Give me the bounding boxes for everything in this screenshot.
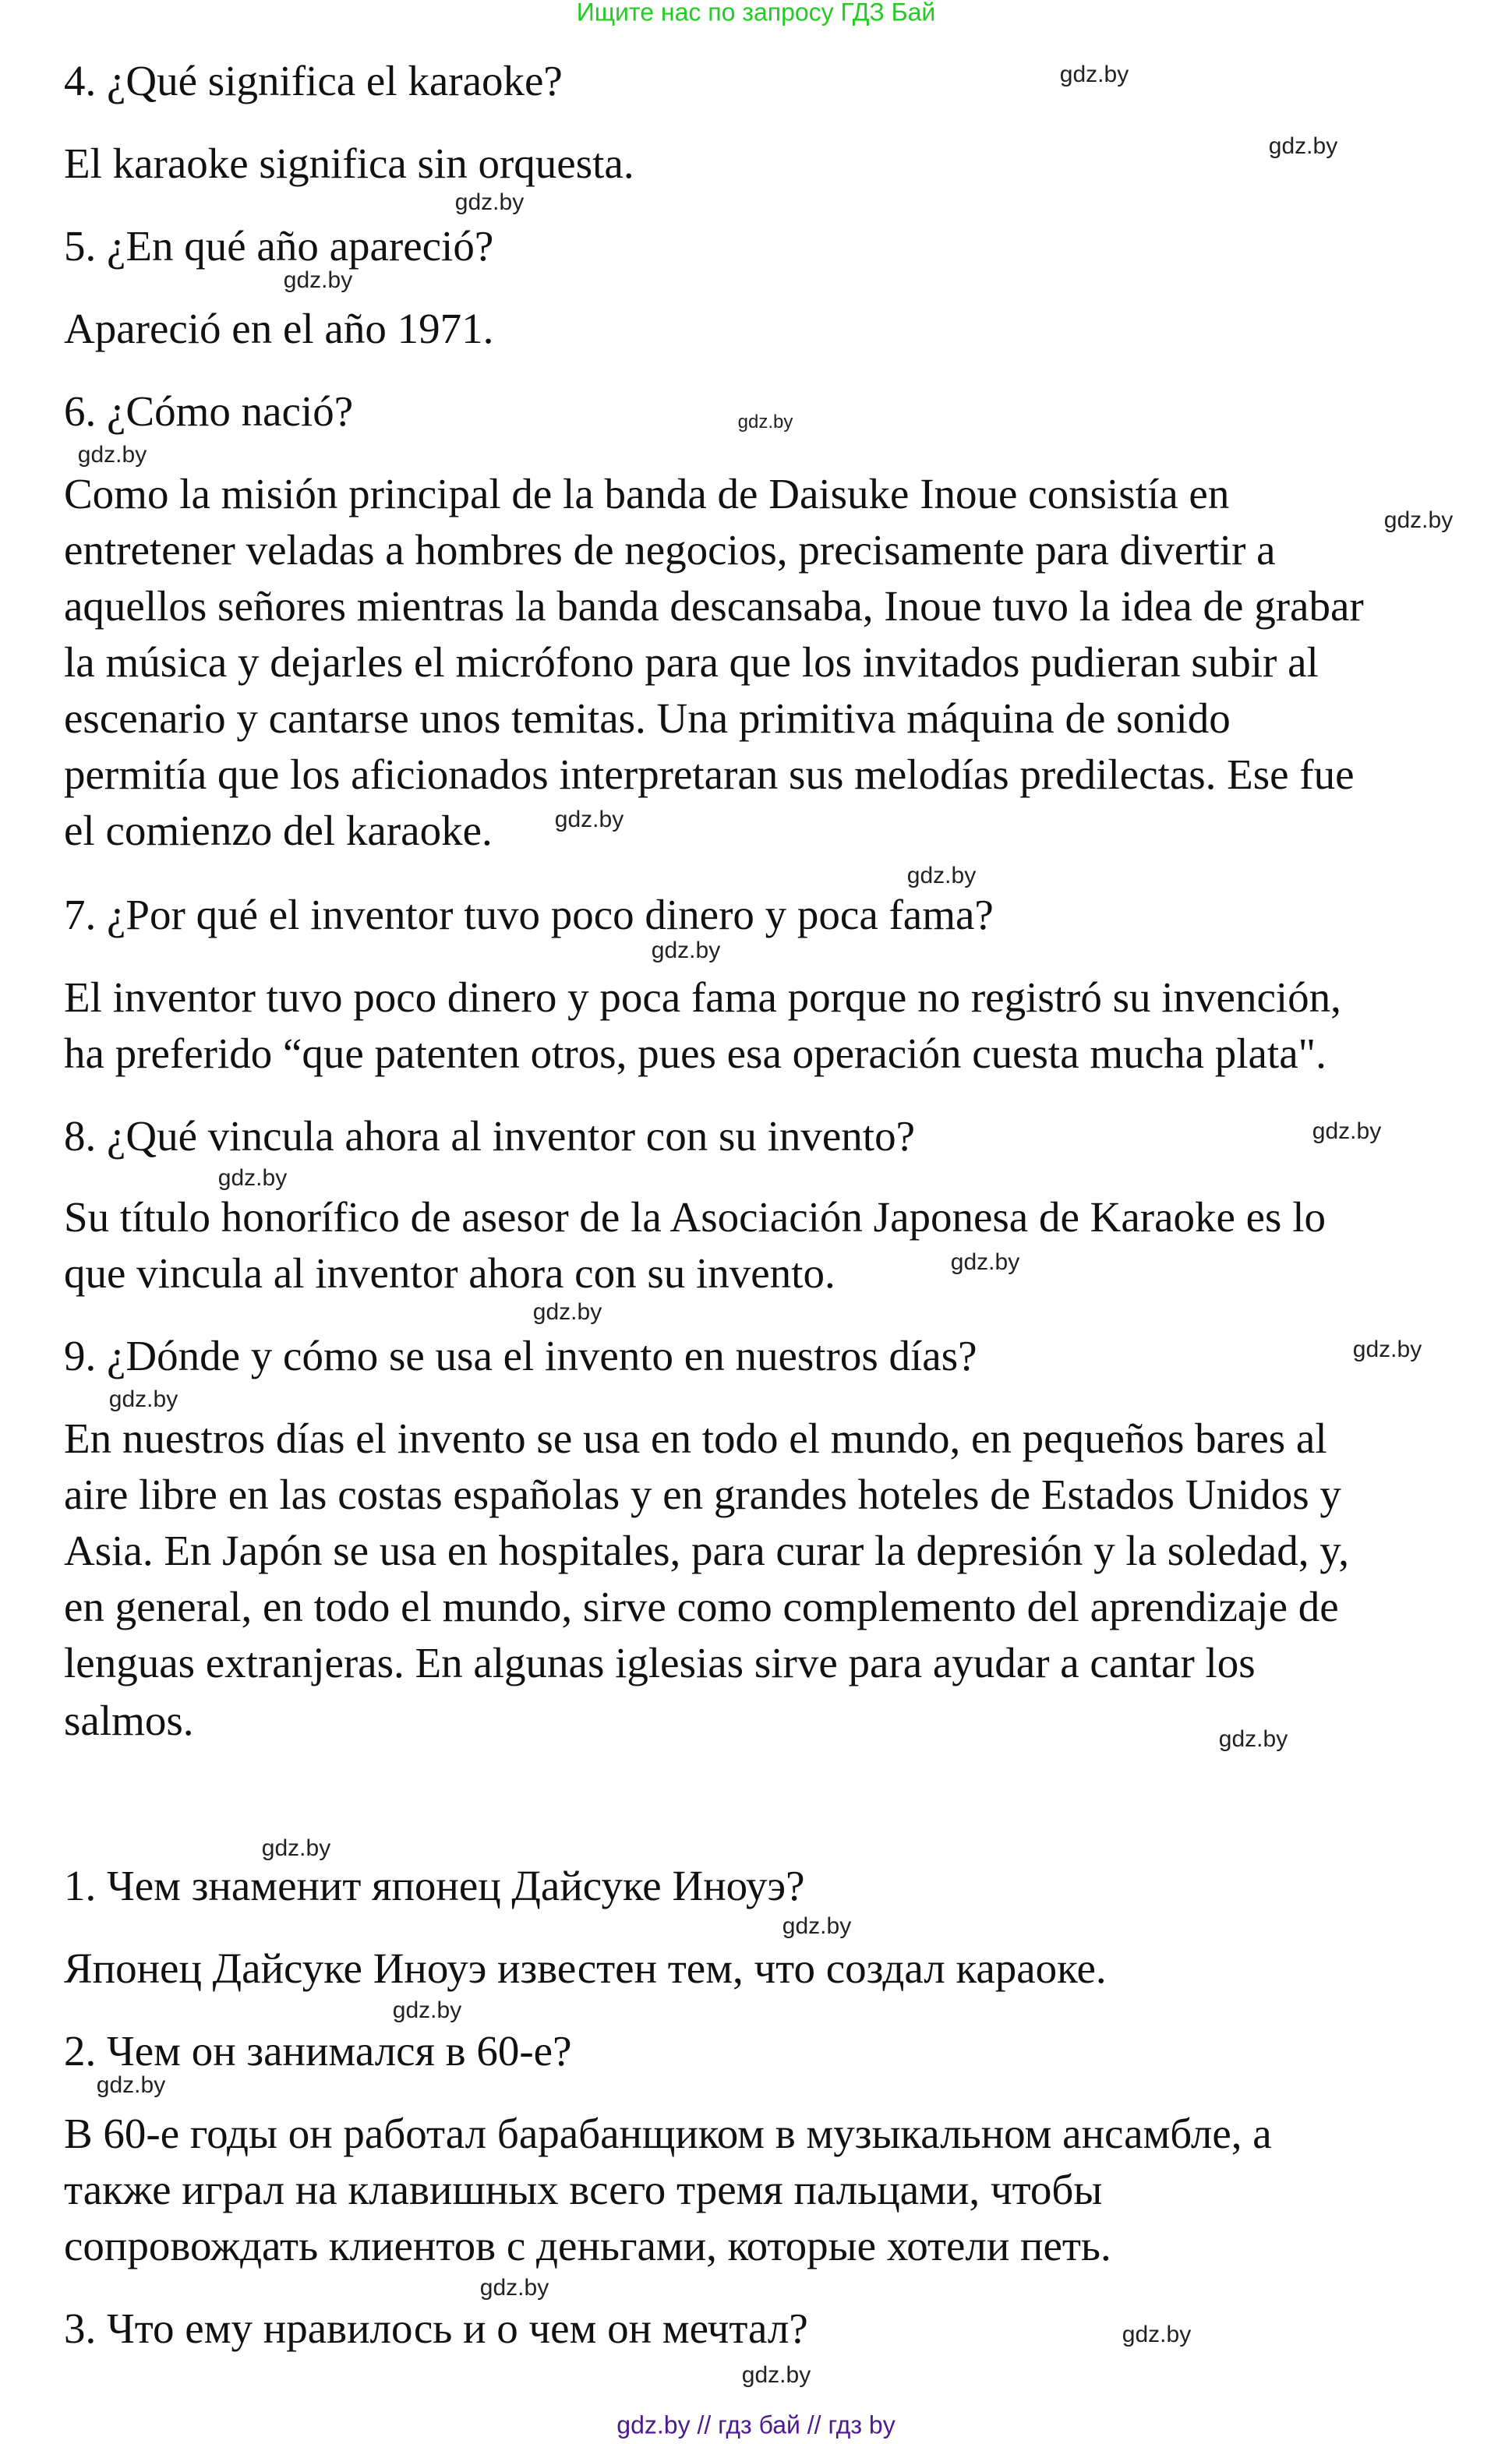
watermark: gdz.by	[392, 1997, 462, 2023]
answer-6-line: escenario y cantarse unos temitas. Una primitiva máquina de sonido	[64, 694, 1231, 742]
answer-9-line: lenguas extranjeras. En algunas iglesias sirve para ayudar a cantar los	[64, 1639, 1256, 1686]
watermark: gdz.by	[96, 2072, 166, 2098]
watermark: gdz.by	[217, 1165, 288, 1191]
answer-7-line: ha preferido “que patenten otros, pues esa operación cuesta mucha plata".	[64, 1030, 1327, 1077]
watermark: gdz.by	[1268, 133, 1338, 159]
answer-8-line: Su título honorífico de asesor de la Asociación Japonesa de Karaoke es lo	[64, 1193, 1326, 1241]
answer-9-line: en general, en todo el mundo, sirve como complemento del aprendizaje de	[64, 1583, 1339, 1630]
ru-question-2: 2. Чем он занимался в 60-е?	[64, 2027, 572, 2075]
answer-6-line: Como la misión principal de la banda de Daisuke Inoue consistía en	[64, 470, 1230, 517]
ru-answer-1: Японец Дайсуке Иноуэ известен тем, что создал караоке.	[64, 1944, 1107, 1992]
watermark: gdz.by	[1059, 62, 1129, 87]
answer-9-line: Asia. En Japón se usa en hospitales, para curar la depresión y la soledad, y,	[64, 1527, 1349, 1574]
answer-9-line: aire libre en las costas españolas y en grandes hoteles de Estados Unidos y	[64, 1471, 1341, 1518]
ru-answer-2-line: В 60-е годы он работал барабанщиком в музыкальном ансамбле, а	[64, 2110, 1272, 2157]
question-5: 5. ¿En qué año apareció?	[64, 222, 494, 270]
answer-7-line: El inventor tuvo poco dinero y poca fama porque no registró su invención,	[64, 973, 1341, 1021]
watermark: gdz.by	[741, 2362, 811, 2388]
watermark: gdz.by	[554, 807, 624, 832]
question-9: 9. ¿Dónde y cómo se usa el invento en nuestros días?	[64, 1332, 977, 1379]
answer-9-line: En nuestros días el invento se usa en todo el mundo, en pequeños bares al	[64, 1414, 1327, 1462]
watermark: gdz.by	[532, 1299, 602, 1325]
ru-answer-2-line: сопровождать клиентов с деньгами, которые хотели петь.	[64, 2222, 1111, 2269]
question-4: 4. ¿Qué significa el karaoke?	[64, 57, 563, 104]
ru-question-1: 1. Чем знаменит японец Дайсуке Иноуэ?	[64, 1862, 805, 1909]
watermark: gdz.by	[906, 863, 977, 888]
answer-6-line: aquellos señores mientras la banda descansaba, Inoue tuvo la idea de grabar	[64, 582, 1364, 630]
answer-9-line: salmos.	[64, 1697, 194, 1744]
question-7: 7. ¿Por qué el inventor tuvo poco dinero y poca fama?	[64, 891, 994, 938]
answer-8-line: que vincula al inventor ahora con su invento.	[64, 1249, 835, 1297]
watermark: gdz.by	[782, 1913, 852, 1939]
watermark: gdz.by	[454, 189, 525, 215]
answer-6-line: permitía que los aficionados interpretaran sus melodías predilectas. Ese fue	[64, 751, 1355, 798]
watermark: gdz.by	[479, 2275, 549, 2301]
watermark: gdz.by	[651, 938, 721, 963]
watermark: gdz.by	[261, 1835, 331, 1861]
watermark: gdz.by	[1352, 1337, 1422, 1362]
answer-6-line: entretener veladas a hombres de negocios, precisamente para divertir a	[64, 526, 1276, 574]
watermark: gdz.by	[1312, 1118, 1382, 1144]
answer-5: Apareció en el año 1971.	[64, 305, 494, 352]
watermark: gdz.by	[950, 1249, 1020, 1275]
watermark: gdz.by	[283, 267, 353, 293]
ru-answer-2-line: также играл на клавишных всего тремя пальцами, чтобы	[64, 2166, 1103, 2213]
answer-6-line: el comienzo del karaoke.	[64, 807, 493, 854]
watermark: gdz.by	[1122, 2322, 1192, 2347]
answer-4: El karaoke significa sin orquesta.	[64, 140, 634, 187]
watermark: gdz.by	[737, 411, 793, 433]
question-8: 8. ¿Qué vincula ahora al inventor con su invento?	[64, 1112, 915, 1160]
watermark: gdz.by	[1218, 1726, 1288, 1752]
footer-links[interactable]: gdz.by // гдз бай // гдз by	[616, 2410, 896, 2439]
search-banner[interactable]: Ищите нас по запросу ГДЗ Бай	[576, 0, 936, 26]
watermark: gdz.by	[1383, 507, 1454, 533]
answer-6-line: la música y dejarles el micrófono para que los invitados pudieran subir al	[64, 638, 1319, 686]
watermark: gdz.by	[108, 1386, 178, 1412]
watermark: gdz.by	[77, 442, 147, 468]
question-6: 6. ¿Cómo nació?	[64, 387, 354, 435]
ru-question-3: 3. Что ему нравилось и о чем он мечтал?	[64, 2304, 808, 2352]
